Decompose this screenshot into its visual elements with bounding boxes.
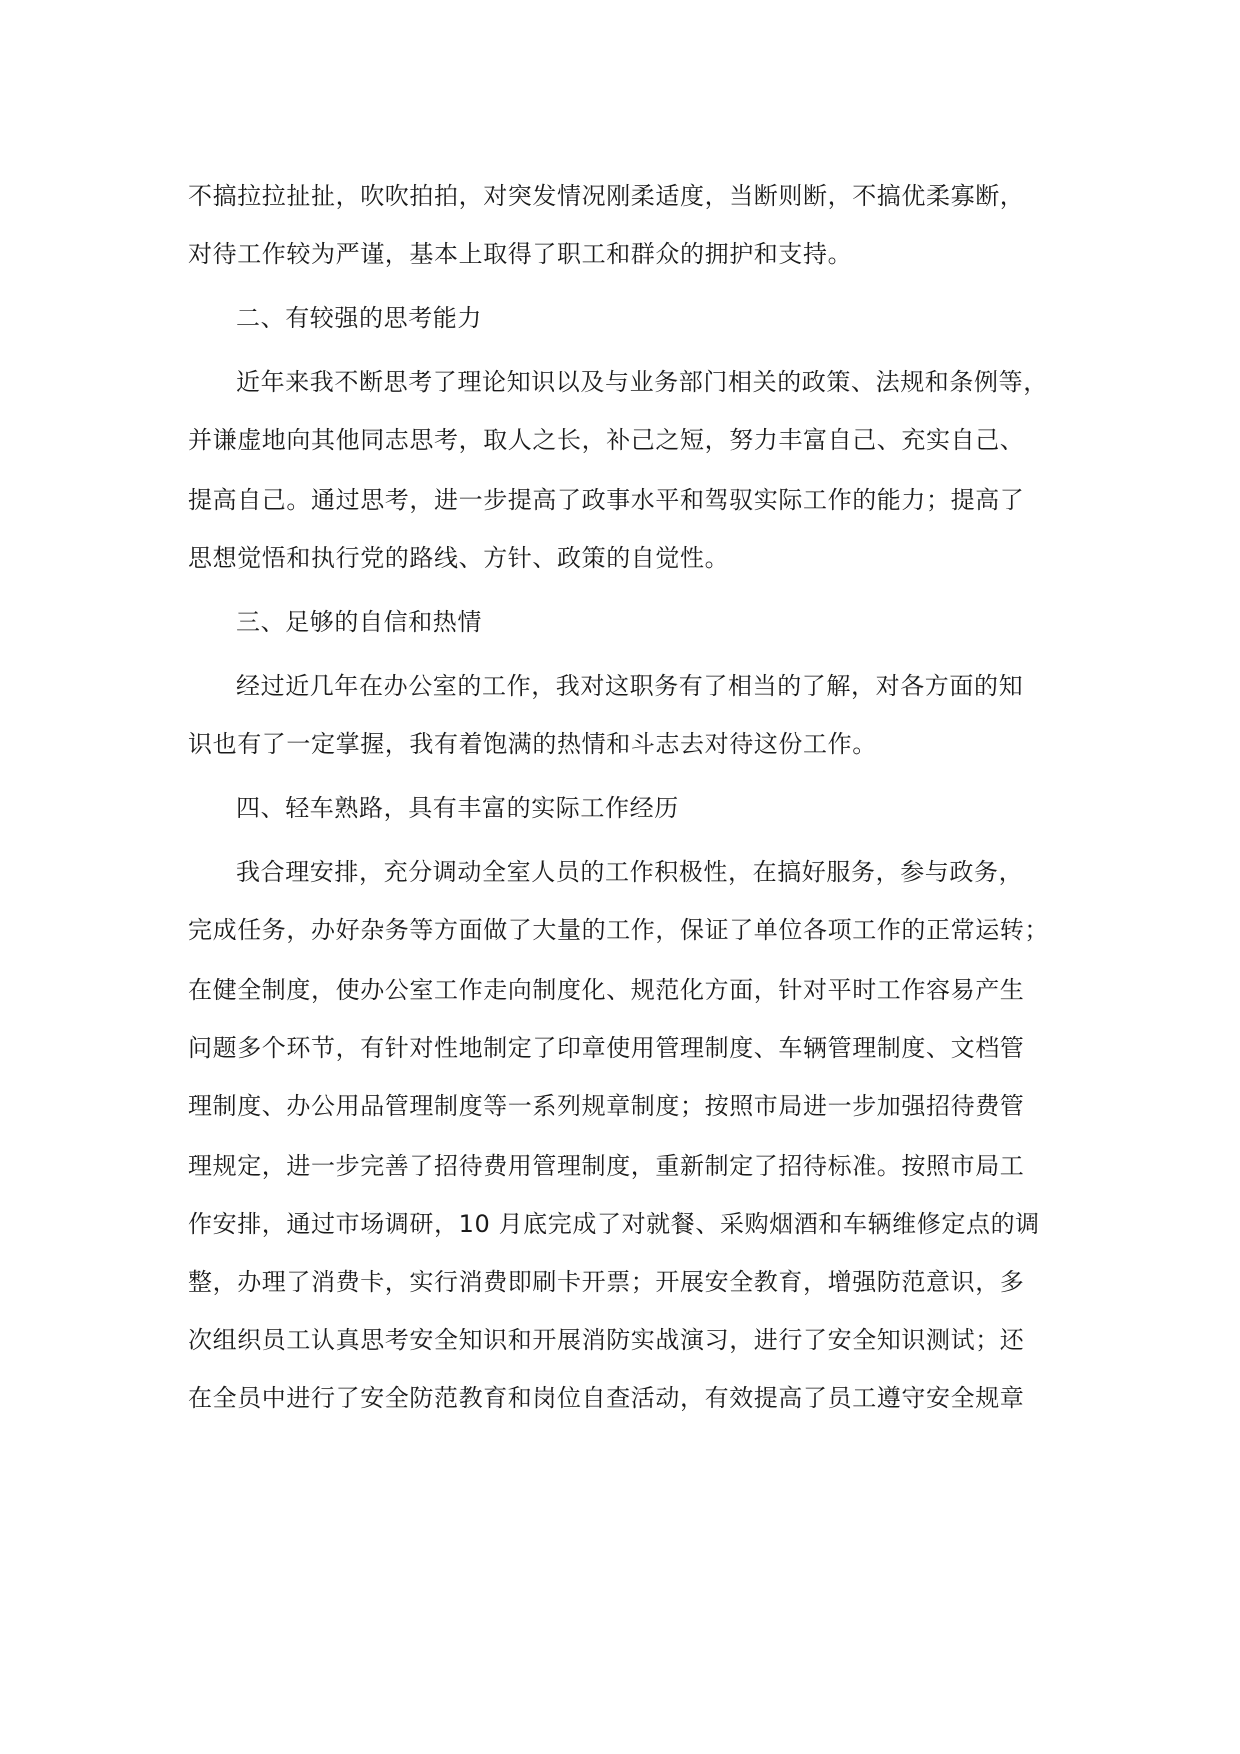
text-line: 提高自己。通过思考，进一步提高了政事水平和驾驭实际工作的能力；提高了 — [188, 486, 1025, 514]
text-line: 问题多个环节，有针对性地制定了印章使用管理制度、车辆管理制度、文档管 — [188, 1034, 1025, 1062]
text-line: 次组织员工认真思考安全知识和开展消防实战演习，进行了安全知识测试；还 — [188, 1326, 1025, 1354]
text-line: 并谦虚地向其他同志思考，取人之长，补己之短，努力丰富自己、充实自己、 — [188, 426, 1025, 454]
text-line: 作安排，通过市场调研，10 月底完成了对就餐、采购烟酒和车辆维修定点的调 — [188, 1210, 1040, 1238]
text-line: 在健全制度，使办公室工作走向制度化、规范化方面，针对平时工作容易产生 — [188, 976, 1025, 1004]
text-line: 理制度、办公用品管理制度等一系列规章制度；按照市局进一步加强招待费管 — [188, 1092, 1025, 1120]
text-line: 思想觉悟和执行党的路线、方针、政策的自觉性。 — [188, 544, 730, 572]
text-line: 不搞拉拉扯扯，吹吹拍拍，对突发情况刚柔适度，当断则断，不搞优柔寡断， — [188, 182, 1025, 210]
section-heading: 四、轻车熟路，具有丰富的实际工作经历 — [236, 794, 679, 822]
text-line: 对待工作较为严谨，基本上取得了职工和群众的拥护和支持。 — [188, 240, 853, 268]
text-line: 整，办理了消费卡，实行消费即刷卡开票；开展安全教育，增强防范意识，多 — [188, 1268, 1025, 1296]
paragraph-first-line: 经过近几年在办公室的工作，我对这职务有了相当的了解，对各方面的知 — [236, 672, 1024, 700]
section-heading: 二、有较强的思考能力 — [236, 304, 482, 332]
section-heading: 三、足够的自信和热情 — [236, 608, 482, 636]
text-line: 理规定，进一步完善了招待费用管理制度，重新制定了招待标准。按照市局工 — [188, 1152, 1025, 1180]
text-line: 在全员中进行了安全防范教育和岗位自查活动，有效提高了员工遵守安全规章 — [188, 1384, 1025, 1412]
text-line: 识也有了一定掌握，我有着饱满的热情和斗志去对待这份工作。 — [188, 730, 877, 758]
paragraph-first-line: 我合理安排，充分调动全室人员的工作积极性，在搞好服务，参与政务， — [236, 858, 1024, 886]
paragraph-first-line: 近年来我不断思考了理论知识以及与业务部门相关的政策、法规和条例等， — [236, 368, 1048, 396]
text-line: 完成任务，办好杂务等方面做了大量的工作，保证了单位各项工作的正常运转； — [188, 916, 1049, 944]
